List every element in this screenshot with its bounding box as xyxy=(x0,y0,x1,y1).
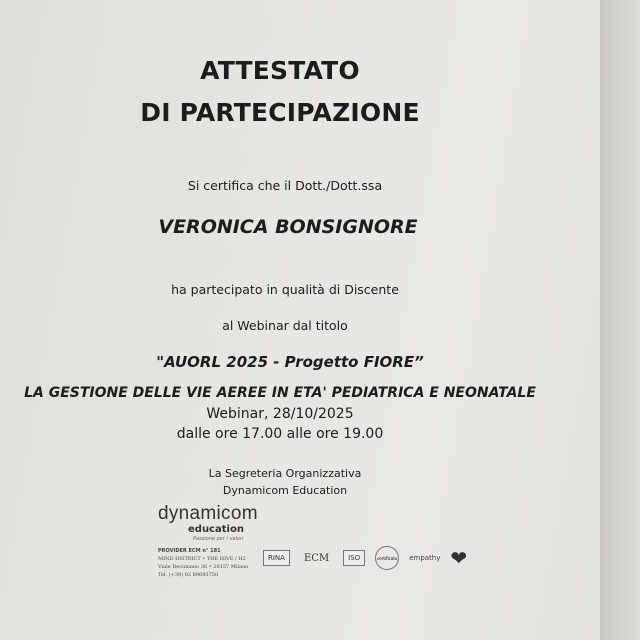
provider-number: PROVIDER ECM n° 181 xyxy=(158,548,221,554)
empathy-logo: empathy xyxy=(409,554,441,562)
participant-name: VERONICA BONSIGNORE xyxy=(158,216,418,238)
course-title: LA GESTIONE DELLE VIE AEREE IN ETA' PEDIATRICA E NEONATALE xyxy=(24,385,536,401)
webinar-intro: al Webinar dal titolo xyxy=(222,318,348,333)
iso-badge: ISO xyxy=(343,550,365,566)
participation-text: ha partecipato in qualità di Discente xyxy=(171,282,399,297)
certifies-text: Si certifica che il Dott./Dott.ssa xyxy=(187,178,383,193)
rina-badge: RINA xyxy=(263,550,290,566)
logo-tagline: Passione per i valori xyxy=(193,536,244,542)
background-wall xyxy=(600,0,640,640)
secretariat-line-2: Dynamicom Education xyxy=(222,484,348,497)
address-line-2: Viale Decumano 36 • 20157 Milano xyxy=(158,564,249,570)
secretariat-line-1: La Segreteria Organizzativa xyxy=(208,467,362,480)
title-line-2: DI PARTECIPAZIONE xyxy=(140,98,420,127)
certified-seal: certificato xyxy=(375,546,399,570)
certification-badges xyxy=(263,546,467,570)
webinar-date: Webinar, 28/10/2025 xyxy=(206,406,354,422)
ecm-badge: ECM xyxy=(303,552,330,564)
title-line-1: ATTESTATO xyxy=(200,56,360,85)
project-title: "AUORL 2025 - Progetto FIORE” xyxy=(156,353,424,371)
logo-sub-text: education xyxy=(188,524,244,535)
provider-info xyxy=(158,547,248,579)
logo-main-text: dynamicom xyxy=(158,503,258,524)
address-line-1: MIND DISTRICT • THE HIVE / H2 xyxy=(158,556,246,562)
address-line-3: Tel. (+39) 02 89693750 xyxy=(158,572,219,578)
dynamicom-logo xyxy=(158,503,258,543)
heart-logo-icon: ❤ xyxy=(450,546,468,570)
webinar-time: dalle ore 17.00 alle ore 19.00 xyxy=(176,426,384,442)
